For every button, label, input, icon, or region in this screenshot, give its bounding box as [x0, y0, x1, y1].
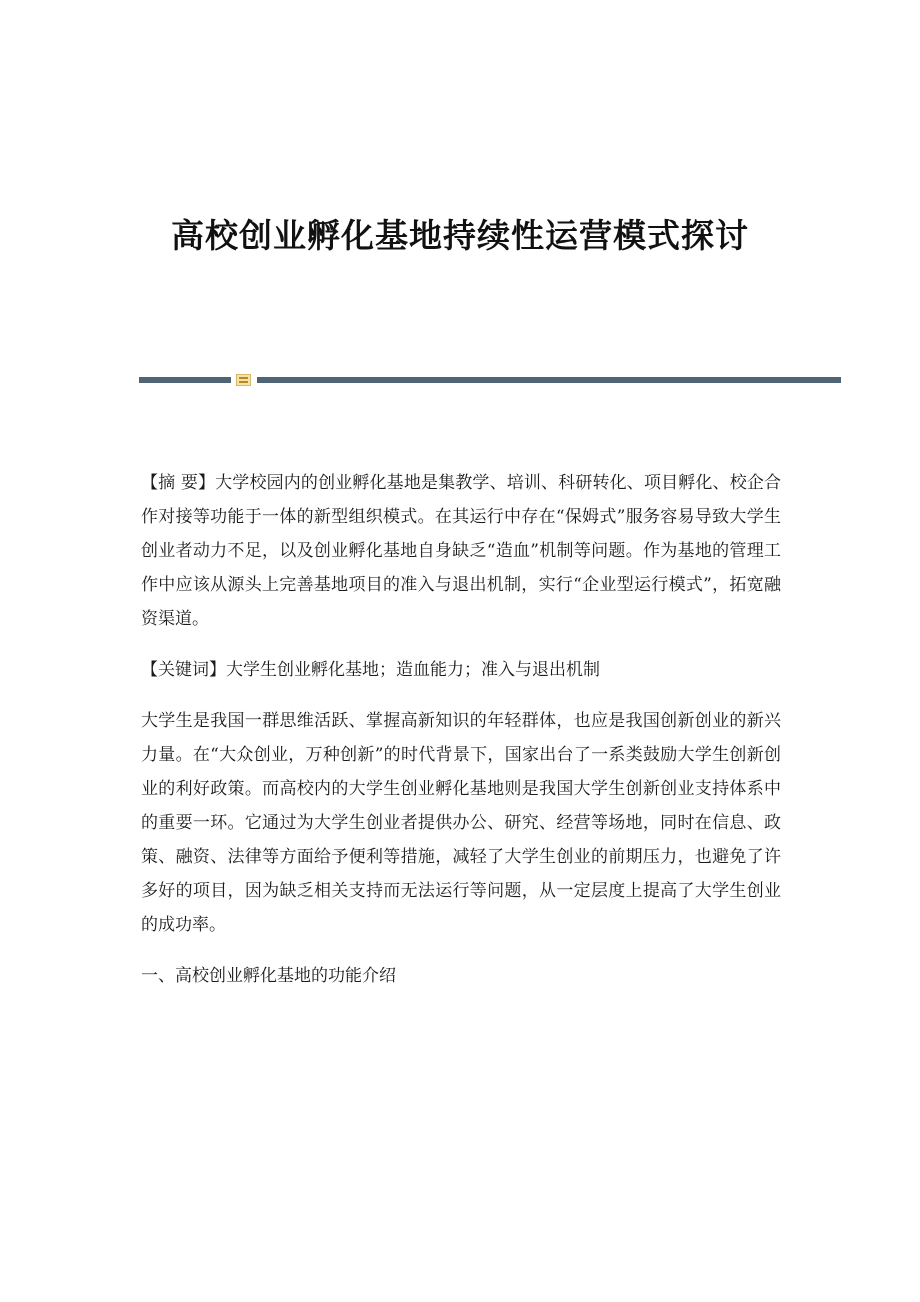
divider-right-bar [257, 377, 841, 383]
document-body [141, 466, 781, 993]
document-title: 高校创业孵化基地持续性运营模式探讨 [171, 216, 749, 255]
title-divider [139, 374, 841, 386]
body-paragraph: 大学生是我国一群思维活跃、掌握高新知识的年轻群体，也应是我国创新创业的新兴力量。在“大众创业，万种创新”的时代背景下，国家出台了一系类鼓励大学生创新创业的利好政策。而高校内的大学生创业孵化基地则是我国大学生创新创业支持体系中的重要一环。它通过为大学生创业者提供办公、研究、经营等场地，同时在信息、政策、融资、法律等方面给予便利等措施，减轻了大学生创业的前期压力，也避免了许多好的项目，因为缺乏相关支持而无法运行等问题，从一定层度上提高了大学生创业的成功率。 [141, 711, 781, 935]
abstract-paragraph: 【摘 要】大学校园内的创业孵化基地是集教学、培训、科研转化、项目孵化、校企合作对接等功能于一体的新型组织模式。在其运行中存在“保姆式”服务容易导致大学生创业者动力不足，以及创业孵化基地自身缺乏“造血”机制等问题。作为基地的管理工作中应该从源头上完善基地项目的准入与退出机制，实行“企业型运行模式”，拓宽融资渠道。 [141, 473, 781, 629]
section-heading: 一、高校创业孵化基地的功能介绍 [141, 966, 396, 986]
divider-left-bar [139, 377, 231, 383]
keywords-line: 【关键词】大学生创业孵化基地；造血能力；准入与退出机制 [141, 660, 600, 680]
divider-ornament-icon [236, 374, 251, 386]
